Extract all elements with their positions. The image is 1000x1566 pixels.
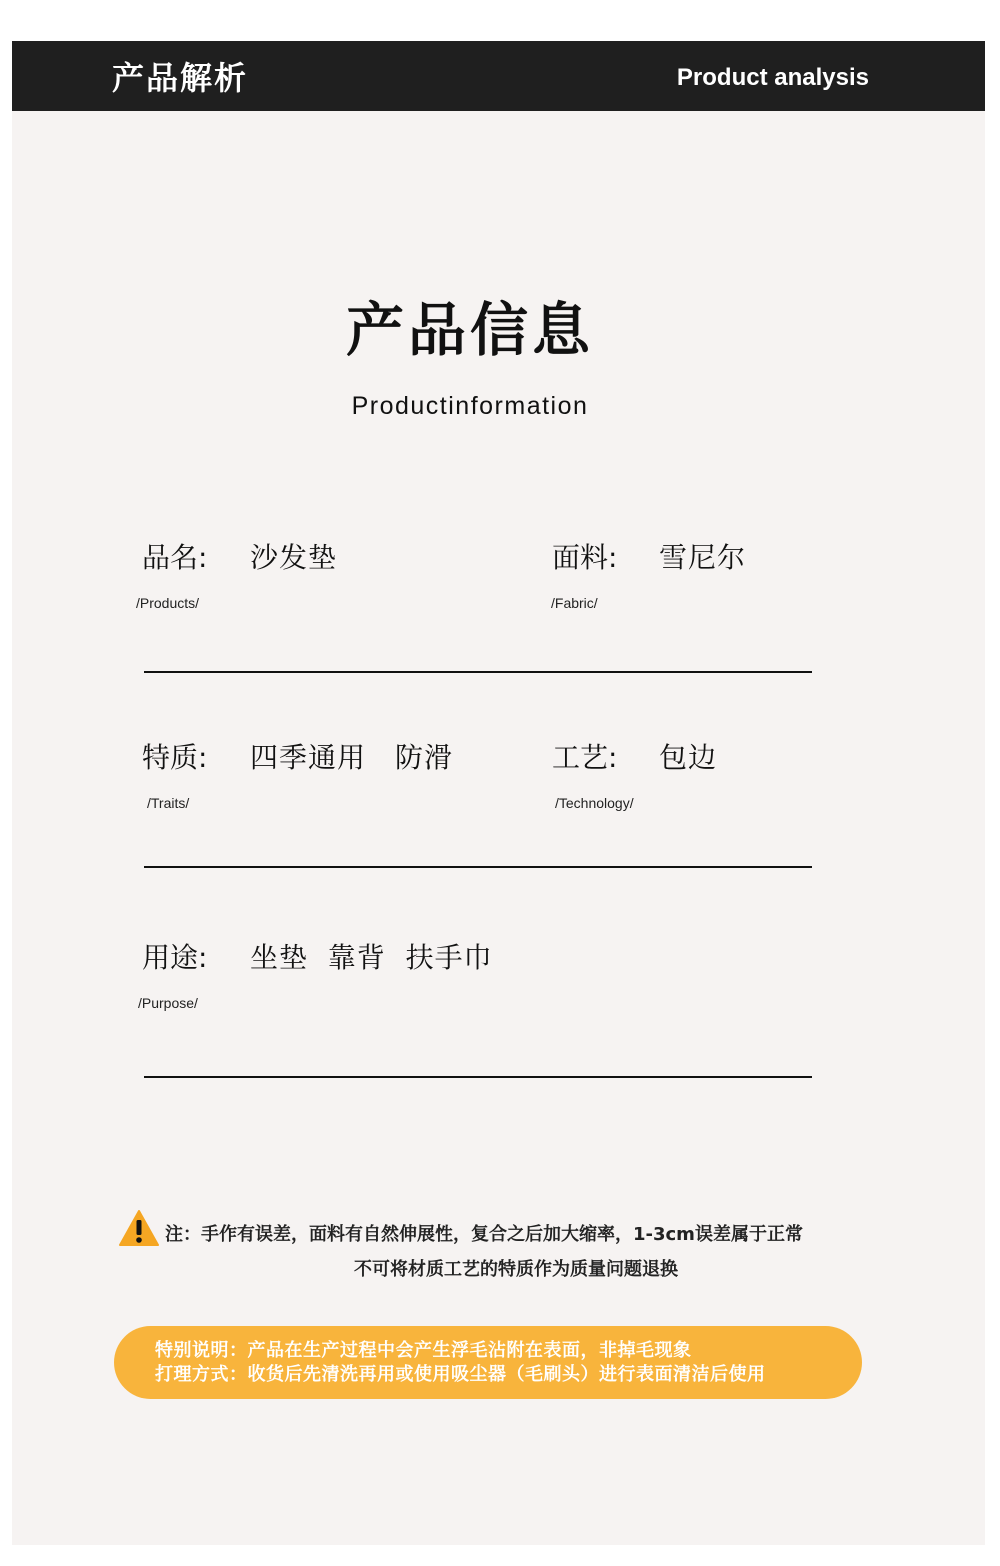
warning-icon xyxy=(118,1209,160,1247)
header-title: 产品解析 xyxy=(112,59,249,97)
purpose-label: 用途: xyxy=(142,941,208,974)
traits-label-en: /Traits/ xyxy=(147,795,190,811)
traits-value: 四季通用 防滑 xyxy=(250,741,454,774)
special-notice-line-2: 打理方式：收货后先清洗再用或使用吸尘器（毛刷头）进行表面清洁后使用 xyxy=(155,1364,766,1385)
section-subtitle: Productinformation xyxy=(351,392,589,420)
purpose-value: 坐垫 靠背 扶手巾 xyxy=(250,941,493,974)
divider-2 xyxy=(144,866,812,868)
product-name-value: 沙发垫 xyxy=(250,541,338,574)
note-line-1: 注：手作有误差，面料有自然伸展性，复合之后加大缩率，1-3cm误差属于正常 xyxy=(165,1224,803,1245)
fabric-label: 面料: xyxy=(552,541,618,574)
technology-label: 工艺: xyxy=(552,741,618,774)
product-name-label: 品名: xyxy=(142,541,208,574)
header-subtitle: Product analysis xyxy=(676,64,869,91)
special-notice-line-1: 特别说明：产品在生产过程中会产生浮毛沾附在表面，非掉毛现象 xyxy=(155,1340,692,1361)
note-line-2: 不可将材质工艺的特质作为质量问题退换 xyxy=(354,1259,678,1280)
purpose-label-en: /Purpose/ xyxy=(138,995,198,1011)
divider-1 xyxy=(144,671,812,673)
section-title: 产品信息 xyxy=(345,296,594,364)
technology-label-en: /Technology/ xyxy=(555,795,634,811)
product-name-label-en: /Products/ xyxy=(136,595,200,611)
fabric-label-en: /Fabric/ xyxy=(551,595,598,611)
divider-3 xyxy=(144,1076,812,1078)
content-panel xyxy=(12,41,985,1545)
fabric-value: 雪尼尔 xyxy=(659,541,747,574)
technology-value: 包边 xyxy=(659,741,718,774)
traits-label: 特质: xyxy=(142,741,208,774)
